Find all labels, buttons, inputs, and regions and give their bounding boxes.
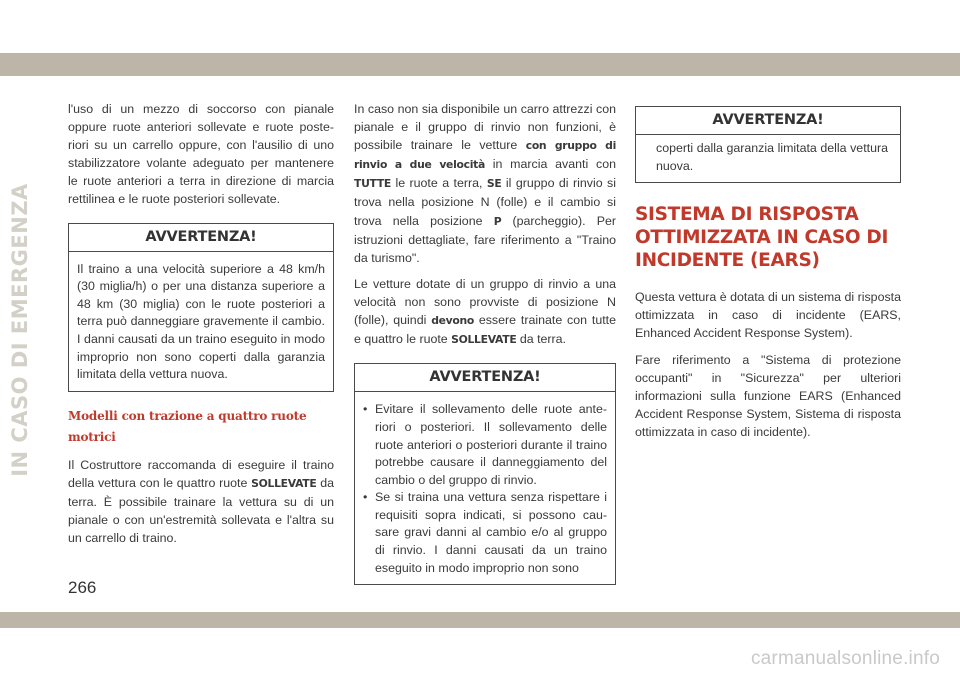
watermark: carmanualsonline.info xyxy=(750,648,940,669)
chapter-side-title-text: IN CASO DI EMERGENZA xyxy=(8,183,32,477)
bottom-band xyxy=(0,612,960,628)
warning-list xyxy=(363,401,607,577)
text-run: il gruppo di rinvio si trova nella posizione N (folle) e il cambio si trova nella posizione xyxy=(354,176,616,228)
text-run: essere trainate con tutte e quattro le ruote xyxy=(354,313,616,347)
emphasis-text: TUTTE xyxy=(354,177,391,191)
top-band xyxy=(0,53,960,76)
column-2 xyxy=(354,100,616,599)
emphasis-text: devono xyxy=(431,314,474,328)
warning-body xyxy=(355,392,615,584)
paragraph xyxy=(354,275,616,349)
text-run: (parcheggio). Per istruzioni dettagliate, fare riferimento a "Traino da turismo". xyxy=(354,213,616,265)
warning-title: AVVERTENZA! xyxy=(69,224,333,252)
section-heading: SISTEMA DI RISPOSTA OTTIMIZZATA IN CASO DI INCIDENTE (EARS) xyxy=(635,204,889,272)
emphasis-text: SE xyxy=(486,177,502,191)
paragraph: l'uso di un mezzo di soccorso con pianale oppure ruote anteriori sollevate e ruote posteriori su un carrello oppure, con l'ausilio di uno stabilizzatore volante adeguato per mantenere le ruote anteriori a terra in direzione di marcia rettilinea e le ruote posteriori sollevate. xyxy=(68,102,334,207)
warning-text: Il traino a una velocità superiore a 48 km/h (30 miglia/h) o per una distanza superiore a 48 km (30 miglia) con le ruote posteriori a terra può danneggiare gravemente il cambio. I danni causati da un traino eseguito in modo improprio non sono coperti dalla garanzia limitata della vettura nuova. xyxy=(77,261,325,382)
warning-list-item: • Evitare il sollevamento delle ruote anteriori o posteriori. Il sollevamento delle ruote anteriori o posteriori durante il traino potrebbe causare il danneggiamento del cambio o del gruppo di rinvio. xyxy=(363,401,607,489)
paragraph xyxy=(354,100,616,267)
text-run: Il Costruttore raccomanda di eseguire il traino della vettura con le quattro ruote xyxy=(68,457,334,490)
warning-text: coperti dalla garanzia limitata della vettura nuova. xyxy=(656,141,888,173)
column-1 xyxy=(68,100,334,547)
warning-box xyxy=(354,363,616,585)
page-number: 266 xyxy=(68,578,97,597)
emphasis-text: P xyxy=(493,214,502,228)
column-3 xyxy=(635,100,901,441)
warning-list-item: • Se si traina una vettura senza rispettare i requisiti sopra indicati, si possono causare gravi danni al cambio e/o al gruppo di rinvio. I danni causati da un traino eseguito in modo improprio non sono xyxy=(363,489,607,577)
paragraph: Fare riferimento a "Sistema di protezione occupanti" in "Sicurezza" per ulteriori informazioni sulla funzione EARS (Enhanced Accident Response System, Sistema di risposta ottimizzata in caso di incidente). xyxy=(635,352,901,439)
text-run: In caso non sia disponibile un carro attrezzi con pianale e il gruppo di rinvio non funzioni, è possibile trainare le vetture xyxy=(354,102,616,153)
text-run: da terra. È possibile trainare la vettura su di un pianale o con un'estremità sollevata e l'altra su un carrello di traino. xyxy=(68,475,334,546)
warning-title: AVVERTENZA! xyxy=(636,107,900,135)
paragraph: Questa vettura è dotata di un sistema di risposta ottimizzata in caso di incidente (EARS, Enhanced Accident Response System). xyxy=(635,290,901,341)
emphasis-text: con gruppo di rinvio a due velocità xyxy=(354,139,616,172)
text-run: in marcia avanti con xyxy=(484,157,616,172)
paragraph xyxy=(68,456,334,547)
text-run: le ruote a terra, xyxy=(391,176,487,191)
subheading: Modelli con trazione a quattro ruote motrici xyxy=(68,408,307,444)
text-run: Le vetture dotate di un gruppo di rinvio a una velocità non sono provviste di posizione N (folle), quindi xyxy=(354,276,616,328)
emphasis-text: SOLLEVATE xyxy=(451,333,517,347)
warning-box xyxy=(635,106,901,183)
text-run: da terra. xyxy=(516,332,566,347)
warning-title: AVVERTENZA! xyxy=(355,364,615,392)
emphasis-text: SOLLEVATE xyxy=(251,476,317,490)
warning-box xyxy=(68,223,334,392)
